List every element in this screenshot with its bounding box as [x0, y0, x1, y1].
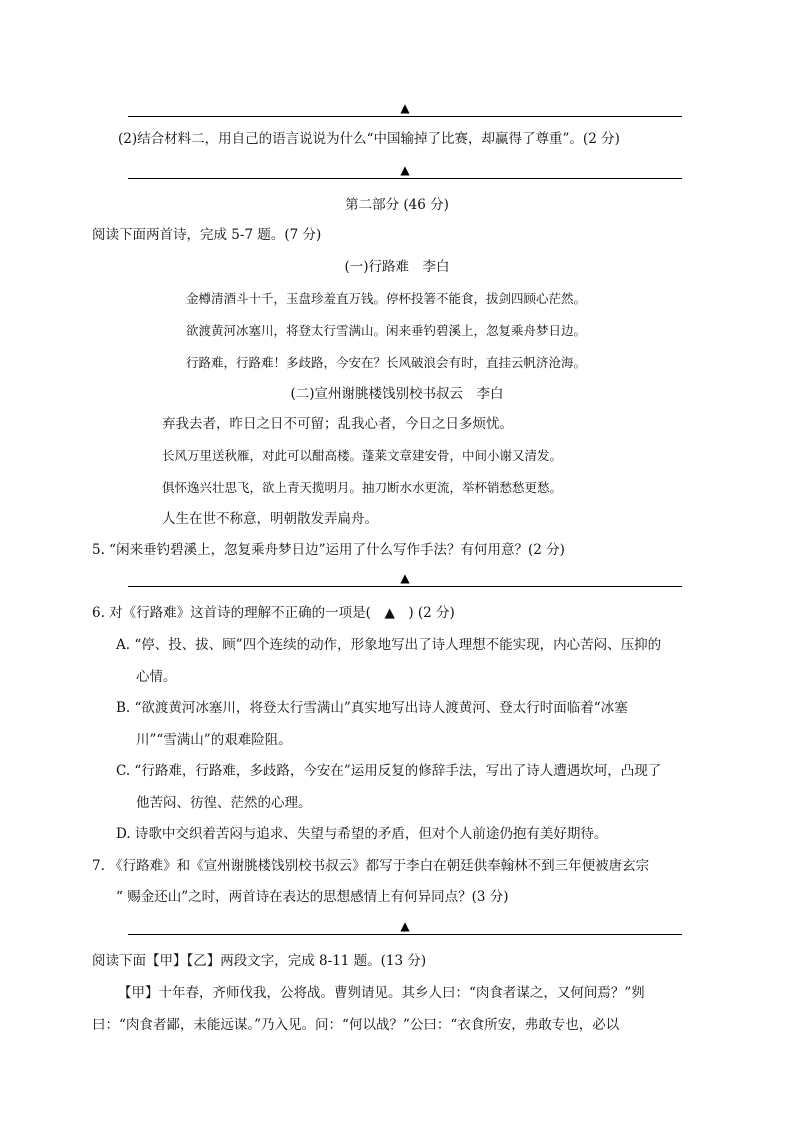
question-7: 7. 《行路难》和《宣州谢朓楼饯别校书叔云》都写于李白在朝廷供奉翰林不到三年便被唐玄宗 [92, 858, 650, 874]
poem1-title: (一)行路难 李白 [344, 259, 450, 275]
poem2-line: 人生在世不称意，明朝散发弄扁舟。 [162, 511, 378, 527]
answer-mark: ▲ [400, 101, 410, 115]
answer-underline [128, 178, 682, 179]
reading-intro: 阅读下面两首诗，完成 5-7 题。(7 分) [92, 227, 322, 243]
answer-underline [128, 934, 682, 935]
answer-mark: ▲ [400, 571, 410, 585]
option-c-cont: 他苦闷、彷徨、茫然的心理。 [136, 795, 312, 811]
option-b: B. “欲渡黄河冰塞川，将登太行雪满山”真实地写出诗人渡黄河、登太行时面临着“冰塞 [116, 700, 628, 716]
option-d: D. 诗歌中交织着苦闷与追求、失望与希望的矛盾，但对个人前途仍抱有美好期待。 [116, 826, 608, 842]
answer-line-3 [128, 572, 682, 592]
poem1-line: 金樽清酒斗十千，玉盘珍羞直万钱。停杯投箸不能食，拔剑四顾心茫然。 [186, 291, 587, 306]
option-a: A. “停、投、拔、顾”四个连续的动作，形象地写出了诗人理想不能实现，内心苦闷、压抑的 [116, 637, 662, 653]
poem2-title: (二)宣州谢朓楼饯别校书叔云 李白 [290, 386, 504, 402]
question-7-cont: “ 赐金还山”之时，两首诗在表达的思想感情上有何异同点？(3 分) [116, 889, 509, 905]
question-5: 5. “闲来垂钓碧溪上，忽复乘舟梦日边”运用了什么写作手法？有何用意？(2 分) [92, 542, 565, 558]
answer-line-1 [128, 102, 682, 122]
passage-jia-line: 曰：“肉食者鄙，未能远谋。”乃入见。问：“何以战？”公曰：“衣食所安，弗敢专也，必以 [92, 1017, 620, 1033]
answer-line-4 [128, 920, 682, 940]
answer-line-2 [128, 164, 682, 184]
option-b-cont: 川”“雪满山”的艰难险阻。 [136, 732, 292, 748]
question-6-stem: 6. 对《行路难》这首诗的理解不正确的一项是( ▲ ) (2 分) [92, 605, 455, 621]
part2-title: 第二部分 (46 分) [345, 197, 449, 213]
reading2-intro: 阅读下面【甲】【乙】两段文字，完成 8-11 题。(13 分) [92, 953, 427, 969]
passage-jia-line: 【甲】十年春，齐师伐我，公将战。曹刿请见。其乡人曰：“肉食者谋之，又何间焉？”刿 [118, 985, 645, 1001]
poem2-line: 长风万里送秋雁，对此可以酣高楼。蓬莱文章建安骨，中间小谢又清发。 [162, 448, 563, 463]
answer-mark: ▲ [400, 919, 410, 933]
question-material2: (2)结合材料二，用自己的语言说说为什么“中国输掉了比赛，却赢得了尊重”。(2 分) [118, 131, 620, 147]
poem1-line: 行路难，行路难！多歧路，今安在？长风破浪会有时，直挂云帆济沧海。 [186, 355, 587, 370]
option-a-cont: 心情。 [136, 669, 177, 685]
poem1-line: 欲渡黄河冰塞川，将登太行雪满山。闲来垂钓碧溪上，忽复乘舟梦日边。 [186, 323, 587, 338]
option-c: C. “行路难，行路难，多歧路，今安在”运用反复的修辞手法，写出了诗人遭遇坎坷，凸现了 [116, 763, 662, 779]
answer-underline [128, 586, 682, 587]
poem2-line: 俱怀逸兴壮思飞，欲上青天揽明月。抽刀断水水更流，举杯销愁愁更愁。 [162, 480, 563, 495]
answer-underline [128, 116, 682, 117]
answer-mark: ▲ [400, 163, 410, 177]
poem2-line: 弃我去者，昨日之日不可留；乱我心者，今日之日多烦忧。 [162, 416, 513, 432]
